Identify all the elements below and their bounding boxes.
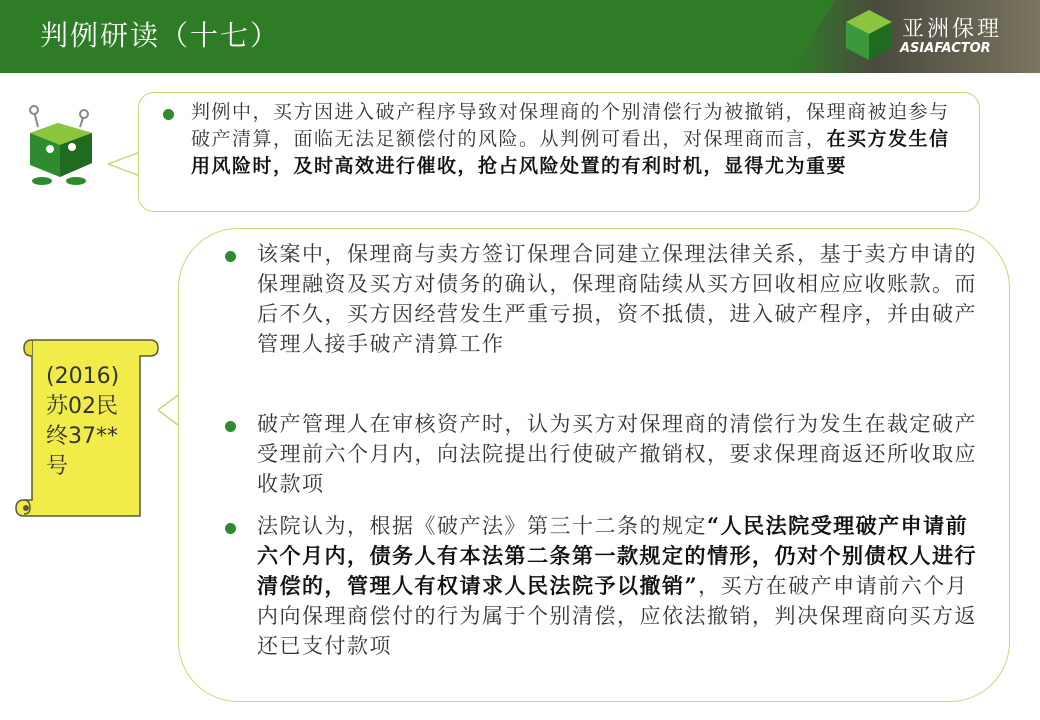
case-number (46, 362, 138, 482)
header-bar (0, 0, 1040, 73)
bullet-icon (163, 109, 174, 120)
case-number-line: 终37** (46, 424, 118, 449)
bullet-icon (225, 523, 236, 534)
detail-paragraph-administrator: 破产管理人在审核资产时，认为买方对保理商的清偿行为发生在裁定破产受理前六个月内，向法院提出行使破产撤销权，要求保理商返还所收取应收款项 (257, 412, 977, 496)
detail-paragraph-case: 该案中，保理商与卖方签订保理合同建立保理法律关系，基于卖方申请的保理融资及买方对债务的确认，保理商陆续从买方回收相应应收账款。而后不久，买方因经营发生严重亏损，资不抵债，进入破产程序，并由破产管理人接手破产清算工作 (257, 242, 977, 356)
court-conclusion-text: ，买方在破产申请前六个月内向保理商偿付的行为属于个别清偿，应依法撤销，判决保理商向买方返还已支付款项 (257, 574, 977, 658)
bullet-icon (225, 421, 236, 432)
logo-english-name: ASIAFACTOR (900, 41, 991, 56)
case-number-line: (2016) (46, 364, 120, 389)
cube-logo-icon (842, 8, 896, 62)
details-callout (178, 228, 1010, 702)
case-number-line: 号 (46, 454, 69, 479)
summary-callout (138, 92, 980, 212)
bubble-tail (108, 150, 142, 180)
mascot-icon (20, 105, 100, 187)
case-number-line: 苏02民 (46, 394, 118, 419)
summary-plain-text: 判例中，买方因进入破产程序导致对保理商的个别清偿行为被撤销，保理商被迫参与破产清算，面临无法足额偿付的风险。从判例可看出，对保理商而言， (191, 101, 950, 150)
detail-paragraph-court (257, 511, 977, 661)
summary-bold-text: 在买方发生信用风险时，及时高效进行催收，抢占风险处置的有利时机，显得尤为重要 (191, 128, 950, 177)
summary-text (191, 99, 951, 180)
page-title: 判例研读（十七） (40, 19, 281, 52)
court-quote-text: “人民法院受理破产申请前六个月内，债务人有本法第二条第一款规定的情形，仍对个别债权人进行清偿的，管理人有权请求人民法院予以撤销” (257, 513, 977, 598)
logo-chinese-name: 亚洲保理 (902, 17, 1003, 42)
bullet-icon (225, 251, 236, 262)
court-plain-text: 法院认为，根据《破产法》第三十二条的规定 (257, 514, 707, 538)
company-logo (842, 8, 1012, 64)
